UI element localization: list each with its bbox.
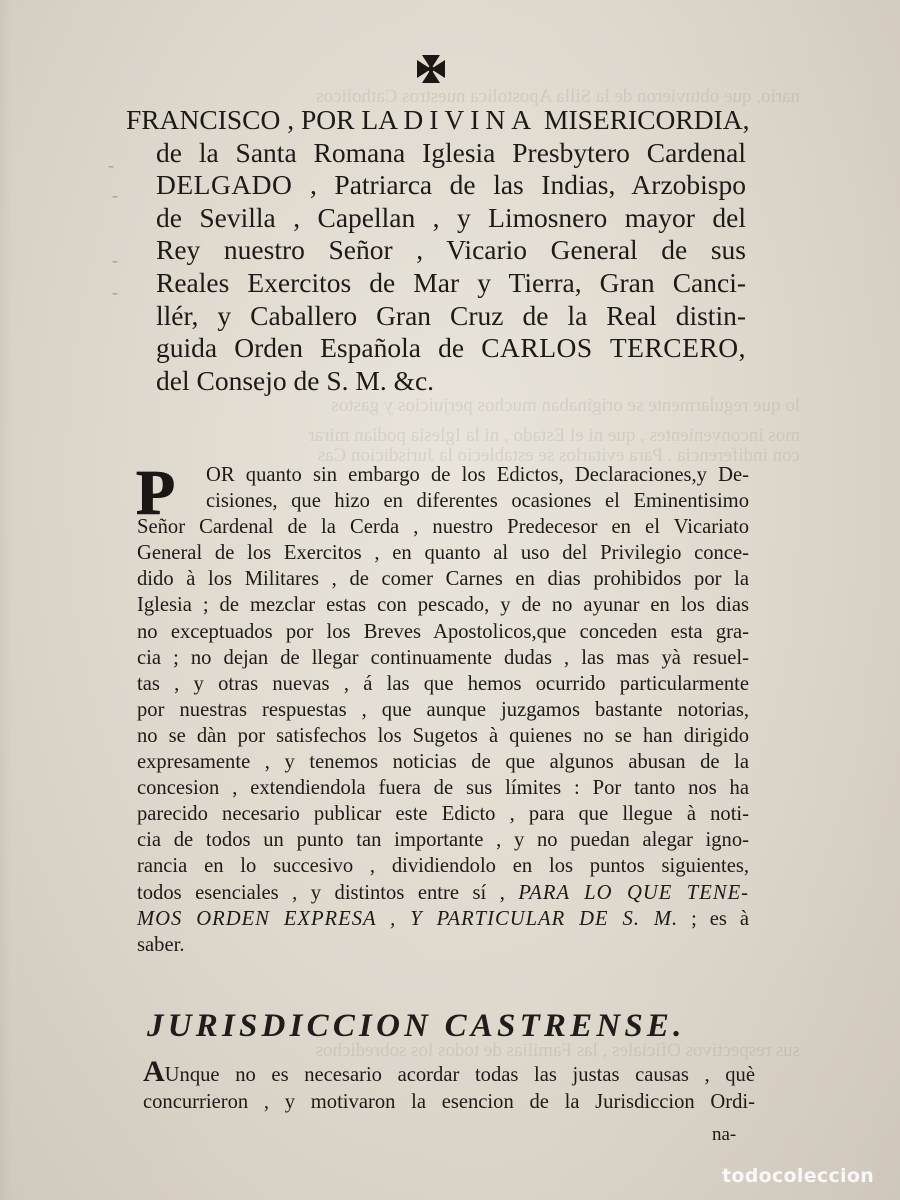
body-text: ; es à	[678, 907, 750, 930]
title-name-carlos: CARLOS TERCERO,	[481, 332, 747, 364]
title-line-6: Reales Exercitos de Mar y Tierra, Gran Canci-	[156, 266, 746, 298]
title-line-9: del Consejo de S. M. &c.	[156, 364, 435, 396]
body-line	[137, 906, 749, 932]
title-text: guida Orden Española de	[156, 332, 482, 364]
title-line-7: llér, y Caballero Gran Cruz de la Real distin-	[156, 299, 746, 331]
body-line: expresamente , y tenemos noticias de que algunos abusan de la	[137, 751, 749, 774]
body-paragraph	[136, 457, 750, 958]
section-heading: JURISDICCION CASTRENSE.	[147, 1008, 686, 1044]
title-line-2: de la Santa Romana Iglesia Presbytero Cardenal	[156, 136, 746, 168]
body-line: tas , y otras nuevas , á las que hemos ocurrido particularmente	[137, 672, 749, 695]
maltese-cross-icon	[414, 52, 448, 86]
body-line: rancia en lo succesivo , dividiendolo en los puntos siguientes,	[137, 855, 749, 878]
body-line: no exceptuados por los Breves Apostolicos,que conceden esta gra-	[137, 620, 749, 643]
body-line	[137, 880, 749, 906]
body-line: Iglesia ; de mezclar estas con pescado, y de no ayunar en los dias	[137, 594, 749, 617]
title-block	[126, 104, 750, 397]
body-line: Señor Cardenal de la Cerda , nuestro Predecesor en el Vicariato	[137, 516, 749, 539]
section-line	[143, 1055, 755, 1089]
bleed-through-text: con indiferencia . Para evitarlos se establecio la Jurisdicion Cas	[317, 445, 800, 466]
margin-mark: -	[112, 282, 118, 302]
margin-mark: -	[112, 185, 118, 205]
body-line: por nuestras respuestas , que aunque juzgamos bastante notorias,	[137, 698, 749, 721]
watermark: todocoleccion	[722, 1165, 875, 1187]
body-line: concesion , extendiendola fuera de sus límites : Por tanto nos ha	[137, 777, 749, 800]
margin-mark: -	[108, 155, 114, 175]
title-line-5: Rey nuestro Señor , Vicario General de sus	[156, 234, 746, 266]
catchword: na-	[712, 1124, 737, 1145]
bleed-through-text: nario, que obtuvieron de la Silla Apostolica nuestros Catholicos	[316, 86, 800, 107]
body-line: dido à los Militares , de comer Carnes en dias prohibidos por la	[137, 568, 749, 591]
body-line: OR quanto sin embargo de los Edictos, Declaraciones,y De-	[206, 464, 749, 486]
margin-mark: -	[112, 250, 118, 270]
body-line: parecido necesario publicar este Edicto , para que llegue à noti-	[137, 803, 749, 826]
section-paragraph	[143, 1055, 755, 1116]
title-line-1	[126, 104, 750, 137]
title-name-delgado: DELGADO	[156, 169, 293, 201]
body-line: cisiones, que hizo en diferentes ocasiones el Eminentisimo	[206, 490, 749, 513]
drop-cap-a: A	[143, 1055, 165, 1088]
title-line-8	[156, 332, 746, 365]
body-line: no se dàn por satisfechos los Sugetos à quienes no se han dirigido	[137, 724, 749, 747]
title-text-spaced: DIVINA	[403, 104, 538, 135]
section-text: Unque no es necesario acordar todas las justas causas , què	[164, 1064, 755, 1086]
title-text: FRANCISCO , POR LA	[126, 104, 404, 135]
title-text: MISERICORDIA,	[537, 104, 750, 135]
title-line-3	[156, 169, 746, 202]
body-text-italic: MOS ORDEN EXPRESA , Y PARTICULAR DE S. M.	[137, 907, 679, 930]
body-line: cia de todos un punto tan importante , y no puedan alegar igno-	[137, 829, 749, 852]
bleed-through-text: sus respectivos Oficiales , las Familias de todos los sobredichos	[315, 1040, 800, 1061]
section-line: concurrieron , y motivaron la esencion de la Jurisdiccion Ordi-	[143, 1091, 755, 1113]
bleed-through-text: lo que regularmente se originaban muchos perjuicios y gastos	[331, 395, 800, 416]
body-text: todos esenciales , y distintos entre sí ,	[137, 881, 519, 904]
body-text-italic: PARA LO QUE TENE-	[518, 881, 750, 904]
body-line: cia ; no dejan de llegar continuamente dudas , las mas yà resuel-	[137, 646, 749, 669]
title-text: , Patriarca de las Indias, Arzobispo	[292, 169, 746, 201]
title-line-4: de Sevilla , Capellan , y Limosnero mayor del	[156, 201, 746, 233]
bleed-through-text: mos inconvenientes , que ni el Estado , ni la Iglesia podian mirar	[308, 425, 800, 446]
body-line: saber.	[137, 933, 185, 956]
body-line: General de los Exercitos , en quanto al uso del Privilegio conce-	[137, 542, 749, 565]
drop-cap-p: P	[136, 457, 176, 528]
